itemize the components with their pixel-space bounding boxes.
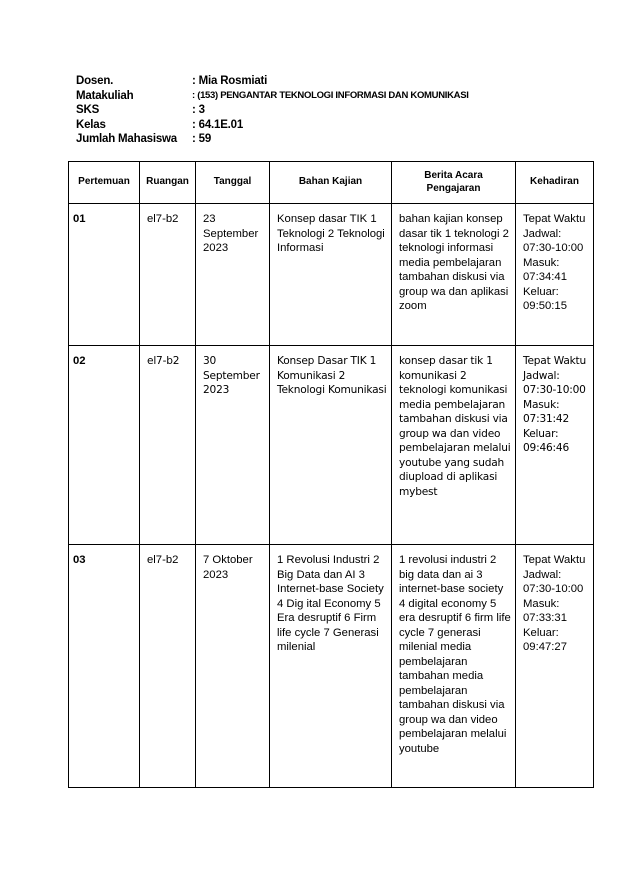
course-info bbox=[76, 74, 469, 147]
table-row bbox=[69, 545, 594, 788]
cell-ruangan: el7-b2 bbox=[140, 545, 196, 788]
cell-bahan-kajian: 1 Revolusi Industri 2 Big Data dan AI 3 Internet-base Society 4 Dig ital Economy 5 Era desruptif 6 Firm life cycle 7 Generasi milenial bbox=[270, 545, 392, 788]
sks-label: SKS bbox=[76, 104, 100, 117]
cell-kehadiran: Tepat Waktu Jadwal: 07:30-10:00 Masuk: 07:31:42 Keluar: 09:46:46 bbox=[516, 346, 594, 545]
cell-pertemuan: 03 bbox=[69, 545, 140, 788]
info-row-kelas bbox=[76, 118, 469, 133]
table-header-row bbox=[69, 162, 594, 204]
column-header-bahan-kajian: Bahan Kajian bbox=[270, 162, 392, 204]
info-row-jumlah bbox=[76, 132, 469, 147]
cell-pertemuan: 02 bbox=[69, 346, 140, 545]
cell-tanggal: 30 September 2023 bbox=[196, 346, 270, 545]
cell-ruangan: el7-b2 bbox=[140, 346, 196, 545]
cell-bahan-kajian: Konsep dasar TIK 1 Teknologi 2 Teknologi Informasi bbox=[270, 204, 392, 346]
column-header-berita-acara: Berita Acara Pengajaran bbox=[392, 162, 516, 204]
cell-ruangan: el7-b2 bbox=[140, 204, 196, 346]
column-header-pertemuan: Pertemuan bbox=[69, 162, 140, 204]
jumlah-value: : 59 bbox=[192, 133, 212, 146]
attendance-table bbox=[68, 161, 594, 788]
kelas-label: Kelas bbox=[76, 118, 106, 131]
column-header-tanggal: Tanggal bbox=[196, 162, 270, 204]
matakuliah-value: : (153) PENGANTAR TEKNOLOGI INFORMASI DAN KOMUNIKASI bbox=[192, 89, 469, 101]
cell-berita-acara: bahan kajian konsep dasar tik 1 teknologi 2 teknologi informasi media pembelajaran tambahan diskusi via group wa dan aplikasi zoom bbox=[392, 204, 516, 346]
column-header-ruangan: Ruangan bbox=[140, 162, 196, 204]
dosen-label: Dosen. bbox=[76, 75, 114, 87]
cell-bahan-kajian: Konsep Dasar TIK 1 Komunikasi 2 Teknologi Komunikasi bbox=[270, 346, 392, 545]
info-row-sks bbox=[76, 103, 469, 118]
cell-tanggal: 7 Oktober 2023 bbox=[196, 545, 270, 788]
cell-kehadiran: Tepat Waktu Jadwal: 07:30-10:00 Masuk: 07:33:31 Keluar: 09:47:27 bbox=[516, 545, 594, 788]
matakuliah-label: Matakuliah bbox=[76, 89, 134, 102]
cell-berita-acara: 1 revolusi industri 2 big data dan ai 3 internet-base society 4 digital economy 5 era desruptif 6 firm life cycle 7 generasi milenial media pembelajaran tambahan media pembelajaran tambahan diskusi via group wa dan video pembelajaran melalui youtube bbox=[392, 545, 516, 788]
table-row bbox=[69, 346, 594, 545]
cell-tanggal: 23 September 2023 bbox=[196, 204, 270, 346]
jumlah-label: Jumlah Mahasiswa bbox=[76, 133, 177, 146]
table-row bbox=[69, 204, 594, 346]
cell-pertemuan: 01 bbox=[69, 204, 140, 346]
sks-value: : 3 bbox=[192, 104, 205, 117]
cell-berita-acara: konsep dasar tik 1 komunikasi 2 teknologi komunikasi media pembelajaran tambahan diskusi via group wa dan video pembelajaran melalui youtube yang sudah diupload di aplikasi mybest bbox=[392, 346, 516, 545]
kelas-value: : 64.1E.01 bbox=[192, 118, 244, 131]
cell-kehadiran: Tepat Waktu Jadwal: 07:30-10:00 Masuk: 07:34:41 Keluar: 09:50:15 bbox=[516, 204, 594, 346]
info-row-dosen bbox=[76, 74, 469, 89]
dosen-value: : Mia Rosmiati bbox=[192, 75, 268, 87]
column-header-kehadiran: Kehadiran bbox=[516, 162, 594, 204]
info-row-matakuliah bbox=[76, 89, 469, 104]
